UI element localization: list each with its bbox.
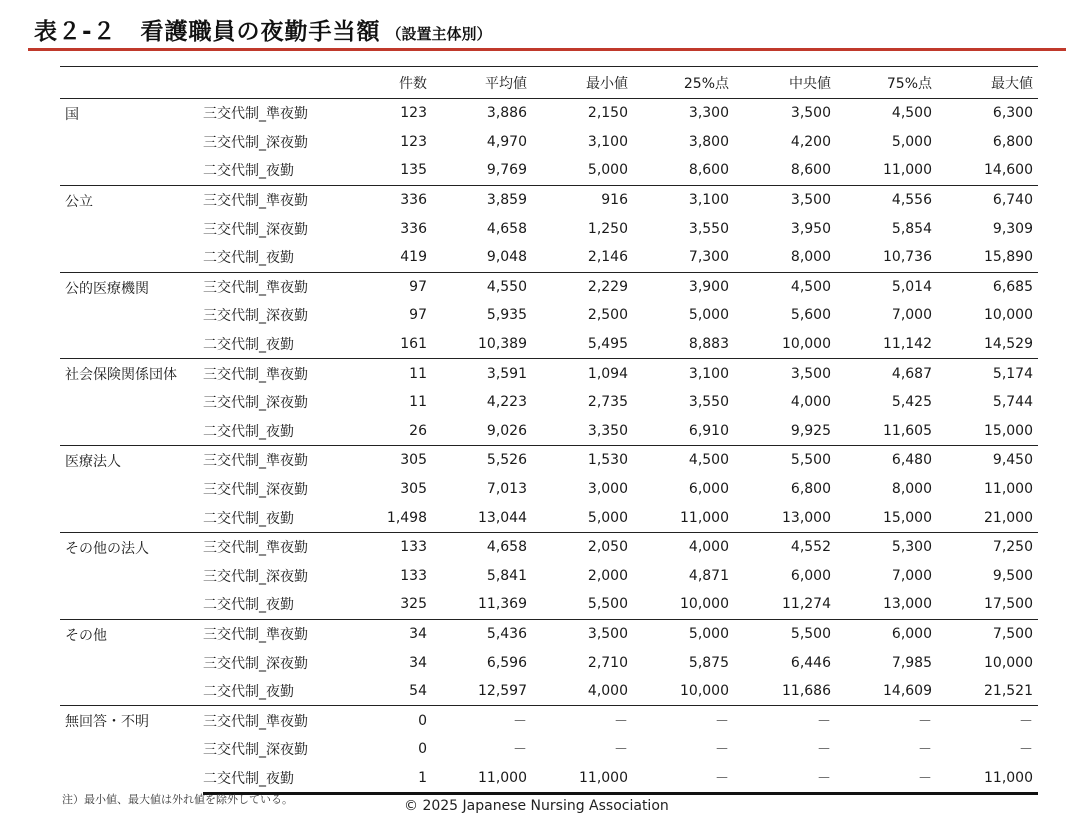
table-cell: 11,142 — [883, 336, 932, 353]
shift-label: 二交代制_夜勤 — [203, 250, 294, 267]
table-cell: 3,300 — [633, 99, 734, 128]
table-cell: － — [532, 706, 633, 735]
table-row — [60, 475, 1038, 504]
table-cell: 6,000 — [790, 567, 831, 584]
table-cell: 2,000 — [587, 567, 628, 584]
table-cell: 419 — [400, 249, 427, 266]
table-cell: 3,500 — [734, 185, 836, 214]
table-row — [60, 128, 1038, 157]
table-cell: 305 — [400, 481, 427, 498]
shift-label: 二交代制_夜勤 — [203, 684, 294, 701]
table-cell: 11,686 — [782, 683, 831, 700]
header-min: 最小値 — [532, 67, 633, 99]
table-cell: 4,223 — [486, 394, 527, 411]
table-cell: 15,000 — [984, 422, 1033, 439]
table-cell: 12,597 — [478, 683, 527, 700]
table-cell: 97 — [409, 307, 427, 324]
table-cell: 3,550 — [688, 220, 729, 237]
table-cell: 10,000 — [984, 307, 1033, 324]
shift-label: 三交代制_深夜勤 — [203, 655, 308, 672]
table-cell: 6,000 — [836, 619, 937, 648]
shift-label: 三交代制_準夜勤 — [203, 99, 326, 128]
table-cell: 2,710 — [587, 654, 628, 671]
table-cell: 161 — [400, 336, 427, 353]
table-cell: 5,000 — [587, 509, 628, 526]
table-group — [60, 272, 1038, 359]
table-cell: 10,000 — [984, 654, 1033, 671]
table-cell: 3,350 — [587, 422, 628, 439]
table-header-row — [60, 67, 1038, 99]
table-cell: 34 — [326, 619, 432, 648]
table-cell: 7,985 — [891, 654, 932, 671]
header-p25: 25%点 — [633, 67, 734, 99]
title-underline — [28, 48, 1066, 51]
shift-label: 二交代制_夜勤 — [203, 337, 294, 354]
table-cell: 3,000 — [587, 481, 628, 498]
shift-label: 二交代制_夜勤 — [203, 423, 294, 440]
table-cell: － — [836, 706, 937, 735]
table-cell: 11,274 — [782, 596, 831, 613]
table-cell: 4,687 — [836, 359, 937, 388]
table-cell: 3,100 — [633, 359, 734, 388]
table-cell: 4,200 — [790, 133, 831, 150]
table-row — [60, 706, 1038, 735]
table-cell: － — [734, 764, 836, 794]
group-label: 医療法人 — [60, 446, 203, 533]
table-cell: 6,800 — [790, 481, 831, 498]
table-cell: 10,000 — [680, 596, 729, 613]
table-cell: 5,000 — [633, 619, 734, 648]
header-shift — [203, 67, 326, 99]
table-row — [60, 243, 1038, 272]
table-cell: 34 — [409, 654, 427, 671]
table-cell: 123 — [400, 133, 427, 150]
shift-label: 三交代制_準夜勤 — [203, 532, 326, 561]
table-cell: 6,000 — [688, 481, 729, 498]
shift-label: 三交代制_深夜勤 — [203, 482, 308, 499]
table-cell: 11,000 — [937, 764, 1038, 794]
footnote: 注）最小値、最大値は外れ値を除外している。 — [62, 793, 293, 806]
table-cell: 8,600 — [790, 162, 831, 179]
table-row — [60, 417, 1038, 446]
shift-label: 二交代制_夜勤 — [203, 163, 294, 180]
table-cell: 13,000 — [883, 596, 932, 613]
table-cell: 4,000 — [587, 683, 628, 700]
table-cell: 5,935 — [486, 307, 527, 324]
table-cell: 5,436 — [432, 619, 532, 648]
table-cell: 3,500 — [532, 619, 633, 648]
table-cell: 11,000 — [432, 764, 532, 794]
table-cell: 7,000 — [891, 567, 932, 584]
table-cell: 4,556 — [836, 185, 937, 214]
table-cell: 4,500 — [633, 446, 734, 475]
table-cell: 7,000 — [891, 307, 932, 324]
page-title — [34, 13, 492, 46]
table-cell: 4,500 — [836, 99, 937, 128]
title-main: 表２-２ 看護職員の夜勤手当額 — [34, 19, 381, 45]
table-cell: 5,174 — [937, 359, 1038, 388]
group-label: その他の法人 — [60, 532, 203, 619]
table-group — [60, 185, 1038, 272]
table-group — [60, 706, 1038, 794]
table-cell: － — [734, 706, 836, 735]
table-cell: － — [1019, 742, 1033, 759]
table-cell: 0 — [418, 741, 427, 758]
table-cell: 336 — [326, 185, 432, 214]
shift-label: 二交代制_夜勤 — [203, 510, 294, 527]
table-cell: 3,500 — [734, 359, 836, 388]
group-label: 社会保険関係団体 — [60, 359, 203, 446]
table-cell: 17,500 — [984, 596, 1033, 613]
night-allowance-table — [60, 66, 1038, 795]
table-group — [60, 619, 1038, 706]
table-cell: 3,886 — [432, 99, 532, 128]
header-group — [60, 67, 203, 99]
table-cell: 8,000 — [790, 249, 831, 266]
table-cell: 9,500 — [992, 567, 1033, 584]
table-cell: 3,100 — [633, 185, 734, 214]
table-cell: － — [836, 764, 937, 794]
table-cell: 5,600 — [790, 307, 831, 324]
table-cell: 3,800 — [688, 133, 729, 150]
table-cell: 11,000 — [680, 509, 729, 526]
table-cell: 325 — [400, 596, 427, 613]
table-cell: 135 — [400, 162, 427, 179]
header-count: 件数 — [326, 67, 432, 99]
table-cell: 5,500 — [587, 596, 628, 613]
table-cell: 97 — [326, 272, 432, 301]
title-subtitle: （設置主体別） — [386, 25, 492, 43]
shift-label: 三交代制_深夜勤 — [203, 568, 308, 585]
shift-label: 三交代制_準夜勤 — [203, 619, 326, 648]
table-cell: 4,500 — [734, 272, 836, 301]
table-cell: 3,550 — [688, 394, 729, 411]
header-max: 最大値 — [937, 67, 1038, 99]
table-cell: 10,389 — [478, 336, 527, 353]
table-cell: － — [817, 742, 831, 759]
table-cell: 6,685 — [937, 272, 1038, 301]
table-cell: 2,229 — [532, 272, 633, 301]
table-cell: 5,000 — [688, 307, 729, 324]
table-row — [60, 359, 1038, 388]
table-cell: － — [715, 742, 729, 759]
shift-label: 三交代制_深夜勤 — [203, 395, 308, 412]
table-cell: 3,950 — [790, 220, 831, 237]
table-cell: 3,100 — [587, 133, 628, 150]
table-cell: 6,480 — [836, 446, 937, 475]
table-cell: 8,600 — [688, 162, 729, 179]
shift-label: 三交代制_深夜勤 — [203, 308, 308, 325]
table-cell: 6,446 — [790, 654, 831, 671]
table-cell: 14,600 — [984, 162, 1033, 179]
table-cell: 11,605 — [883, 422, 932, 439]
table-cell: 305 — [326, 446, 432, 475]
group-label: 無回答・不明 — [60, 706, 203, 794]
table-row — [60, 214, 1038, 243]
table-cell: 6,596 — [486, 654, 527, 671]
table-cell: － — [432, 706, 532, 735]
table-cell: 5,875 — [688, 654, 729, 671]
table-cell: － — [513, 742, 527, 759]
shift-label: 三交代制_深夜勤 — [203, 742, 308, 759]
table-cell: 21,521 — [984, 683, 1033, 700]
table-row — [60, 590, 1038, 619]
table-cell: 5,841 — [486, 567, 527, 584]
table-cell: － — [937, 706, 1038, 735]
table-cell: 9,048 — [486, 249, 527, 266]
table-cell: 2,150 — [532, 99, 633, 128]
table-cell: 5,014 — [836, 272, 937, 301]
table-cell: 11,369 — [478, 596, 527, 613]
shift-label: 三交代制_準夜勤 — [203, 706, 326, 735]
table-cell: 1,094 — [532, 359, 633, 388]
table-row — [60, 330, 1038, 359]
table-cell: 3,591 — [432, 359, 532, 388]
table-cell: 336 — [400, 220, 427, 237]
table-cell: 14,529 — [984, 336, 1033, 353]
table-cell: 3,859 — [432, 185, 532, 214]
table-cell: 11,000 — [883, 162, 932, 179]
table-cell: 7,300 — [688, 249, 729, 266]
table-row — [60, 272, 1038, 301]
table-cell: 4,000 — [633, 532, 734, 561]
table-cell: － — [633, 706, 734, 735]
group-label: 公立 — [60, 185, 203, 272]
table-cell: 9,925 — [790, 422, 831, 439]
table-cell: 5,425 — [891, 394, 932, 411]
shift-label: 二交代制_夜勤 — [203, 764, 326, 794]
table-cell: 5,000 — [891, 133, 932, 150]
shift-label: 三交代制_準夜勤 — [203, 446, 326, 475]
table-cell: 5,500 — [734, 446, 836, 475]
shift-label: 三交代制_準夜勤 — [203, 359, 326, 388]
table-cell: 916 — [532, 185, 633, 214]
table-cell: 133 — [400, 567, 427, 584]
table-cell: 5,744 — [992, 394, 1033, 411]
table-cell: 14,609 — [883, 683, 932, 700]
table-cell: 6,910 — [688, 422, 729, 439]
table-cell: 4,658 — [486, 220, 527, 237]
table-cell: 1,498 — [386, 509, 427, 526]
shift-label: 三交代制_深夜勤 — [203, 221, 308, 238]
group-label: 国 — [60, 99, 203, 186]
table-cell: 13,044 — [478, 509, 527, 526]
table-row — [60, 185, 1038, 214]
table-cell: 10,000 — [680, 683, 729, 700]
table-row — [60, 532, 1038, 561]
table-cell: 21,000 — [984, 509, 1033, 526]
table-cell: 1,250 — [587, 220, 628, 237]
table-cell: 8,883 — [688, 336, 729, 353]
table-cell: 5,526 — [432, 446, 532, 475]
table-row — [60, 503, 1038, 532]
table-cell: 2,500 — [587, 307, 628, 324]
table-row — [60, 648, 1038, 677]
table-cell: 2,050 — [532, 532, 633, 561]
table-cell: 11,000 — [984, 481, 1033, 498]
table-cell: 2,735 — [587, 394, 628, 411]
shift-label: 二交代制_夜勤 — [203, 597, 294, 614]
table-cell: 9,309 — [992, 220, 1033, 237]
table-row — [60, 764, 1038, 794]
table-cell: 11 — [326, 359, 432, 388]
table-row — [60, 301, 1038, 330]
table-cell: 8,000 — [891, 481, 932, 498]
table-cell: 2,146 — [587, 249, 628, 266]
table-group — [60, 532, 1038, 619]
table-row — [60, 446, 1038, 475]
table-row — [60, 677, 1038, 706]
table-cell: 4,658 — [432, 532, 532, 561]
table-cell: 4,552 — [734, 532, 836, 561]
table-cell: 11,000 — [532, 764, 633, 794]
table-cell: 10,736 — [883, 249, 932, 266]
table-cell: 54 — [409, 683, 427, 700]
table-cell: 7,500 — [937, 619, 1038, 648]
table-cell: 5,854 — [891, 220, 932, 237]
table-cell: － — [633, 764, 734, 794]
table-cell: 5,495 — [587, 336, 628, 353]
table-row — [60, 99, 1038, 128]
table-cell: 5,000 — [587, 162, 628, 179]
table-cell: － — [918, 742, 932, 759]
table-cell: 5,300 — [836, 532, 937, 561]
table-row — [60, 562, 1038, 591]
group-label: その他 — [60, 619, 203, 706]
table-cell: 1,530 — [532, 446, 633, 475]
table-cell: 7,250 — [937, 532, 1038, 561]
shift-label: 三交代制_準夜勤 — [203, 272, 326, 301]
header-mean: 平均値 — [432, 67, 532, 99]
table-cell: 133 — [326, 532, 432, 561]
table-cell: 4,970 — [486, 133, 527, 150]
table-cell: 6,300 — [937, 99, 1038, 128]
table-cell: 7,013 — [486, 481, 527, 498]
table-group — [60, 99, 1038, 186]
table-cell: 0 — [326, 706, 432, 735]
table-group — [60, 359, 1038, 446]
table-cell: 9,769 — [486, 162, 527, 179]
table-cell: 4,871 — [688, 567, 729, 584]
header-median: 中央値 — [734, 67, 836, 99]
table-cell: 3,900 — [633, 272, 734, 301]
table-row — [60, 156, 1038, 185]
table-row — [60, 619, 1038, 648]
table-cell: 3,500 — [734, 99, 836, 128]
table-cell: 6,740 — [937, 185, 1038, 214]
table-cell: － — [614, 742, 628, 759]
table-row — [60, 735, 1038, 764]
table-cell: 11 — [409, 394, 427, 411]
table-cell: 4,000 — [790, 394, 831, 411]
group-label: 公的医療機関 — [60, 272, 203, 359]
copyright: © 2025 Japanese Nursing Association — [404, 798, 669, 814]
table-cell: 15,000 — [883, 509, 932, 526]
table-cell: 123 — [326, 99, 432, 128]
table-cell: 26 — [409, 422, 427, 439]
shift-label: 三交代制_深夜勤 — [203, 134, 308, 151]
table-cell: 9,026 — [486, 422, 527, 439]
table-cell: 15,890 — [984, 249, 1033, 266]
header-p75: 75%点 — [836, 67, 937, 99]
table-cell: 4,550 — [432, 272, 532, 301]
table-cell: 10,000 — [782, 336, 831, 353]
table-cell: 5,500 — [734, 619, 836, 648]
shift-label: 三交代制_準夜勤 — [203, 185, 326, 214]
table-cell: 1 — [326, 764, 432, 794]
table-row — [60, 388, 1038, 417]
table-group — [60, 446, 1038, 533]
table-cell: 9,450 — [937, 446, 1038, 475]
table-cell: 13,000 — [782, 509, 831, 526]
table-cell: 6,800 — [992, 133, 1033, 150]
